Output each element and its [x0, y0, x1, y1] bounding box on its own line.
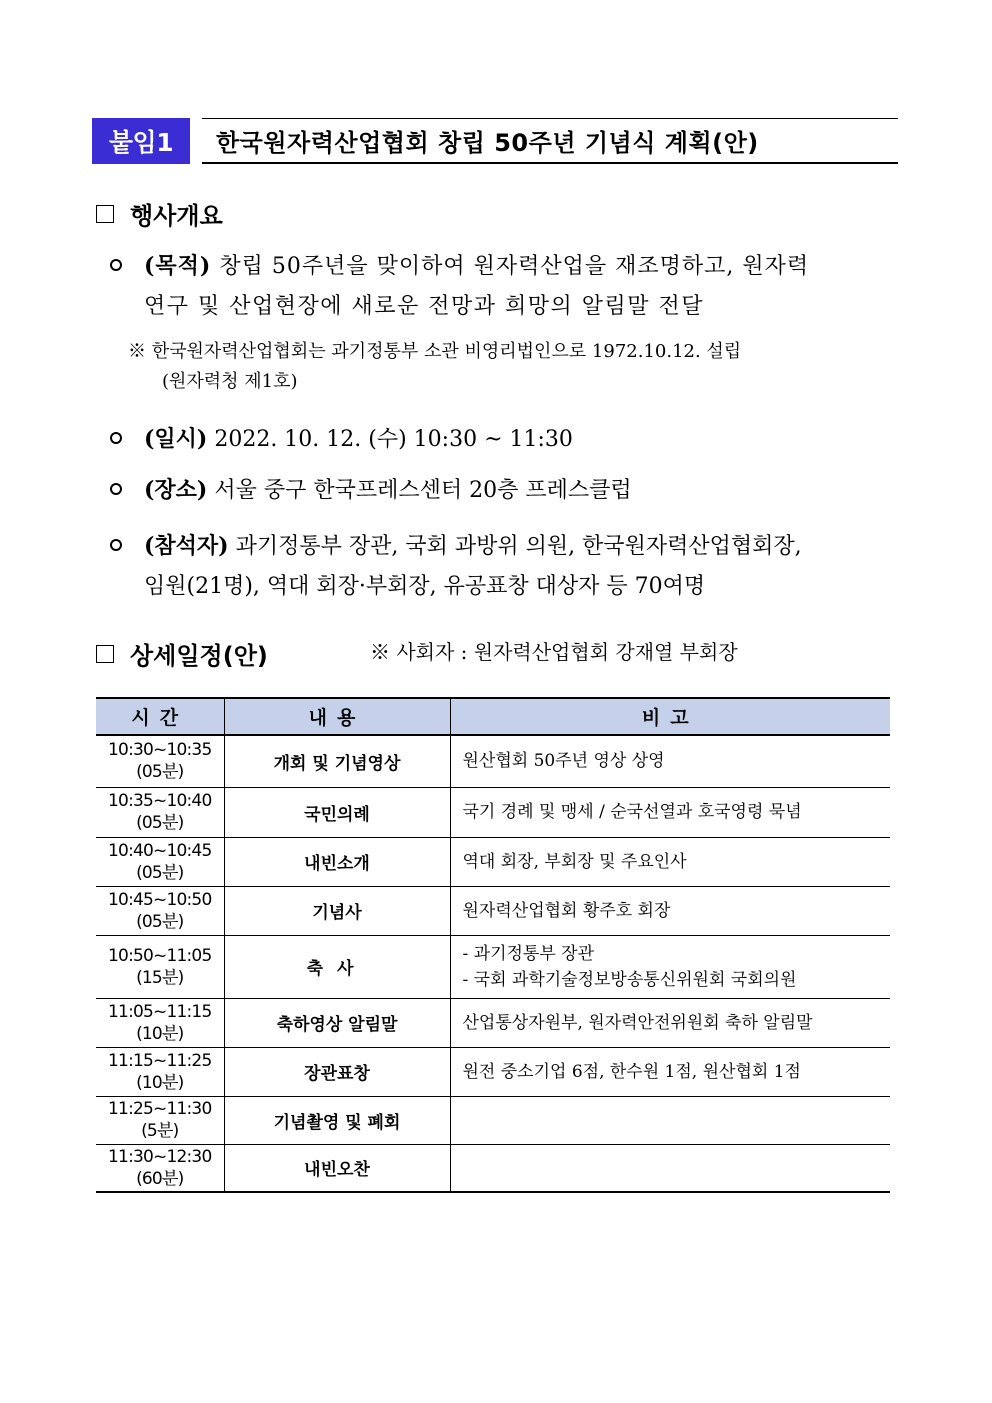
purpose-line1: 창립 50주년을 맞이하여 원자력산업을 재조명하고, 원자력 — [219, 254, 810, 279]
time-cell — [96, 998, 224, 1047]
circle-bullet-icon — [110, 539, 122, 551]
table-row — [96, 735, 890, 787]
note-cell — [450, 886, 890, 935]
note-line2: (원자력청 제1호) — [162, 371, 298, 392]
content-cell: 국민의례 — [224, 787, 450, 837]
note-line: - 과기정통부 장관 — [462, 943, 595, 964]
content-cell: 장관표창 — [224, 1047, 450, 1096]
content-cell: 내빈오찬 — [224, 1144, 450, 1192]
note-cell — [450, 935, 890, 998]
time-duration: (05분) — [136, 813, 184, 833]
purpose-item — [110, 246, 896, 327]
overview-heading — [96, 196, 223, 231]
overview-heading-text: 행사개요 — [130, 202, 223, 230]
table-row — [96, 1144, 890, 1192]
time-cell — [96, 837, 224, 886]
content-cell: 축사 — [224, 935, 450, 998]
note-line: 원전 중소기업 6점, 한수원 1점, 원산협회 1점 — [462, 1061, 801, 1082]
time-cell — [96, 1047, 224, 1096]
date-value: 2022. 10. 12. (수) 10:30 ~ 11:30 — [214, 427, 573, 452]
note-line1: ※ 한국원자력산업협회는 과기정통부 소관 비영리법인으로 1972.10.12. 설립 — [128, 341, 742, 362]
schedule-table — [96, 697, 890, 1193]
table-row — [96, 1047, 890, 1096]
attendees-item — [110, 526, 896, 607]
note-line: 국기 경례 및 맹세 / 순국선열과 호국영령 묵념 — [462, 802, 802, 822]
time-range: 10:40~10:45 — [108, 840, 212, 861]
time-range: 10:45~10:50 — [108, 889, 212, 910]
column-header-note: 비고 — [450, 698, 890, 735]
content-cell: 기념사 — [224, 886, 450, 935]
time-cell — [96, 886, 224, 935]
attendees-label: (참석자) — [144, 533, 229, 559]
circle-bullet-icon — [110, 432, 122, 444]
time-duration: (05분) — [136, 862, 184, 883]
note-cell — [450, 1096, 890, 1144]
time-range: 11:05~11:15 — [108, 1001, 212, 1022]
attendees-line1: 과기정통부 장관, 국회 과방위 의원, 한국원자력산업협회장, — [235, 534, 802, 559]
time-range: 11:15~11:25 — [108, 1050, 212, 1071]
time-duration: (5분) — [141, 1121, 179, 1141]
note-cell — [450, 998, 890, 1047]
time-range: 10:30~10:35 — [108, 740, 212, 761]
note-cell — [450, 787, 890, 837]
purpose-line2: 연구 및 산업현장에 새로운 전망과 희망의 알림말 전달 — [144, 294, 704, 319]
content-cell: 내빈소개 — [224, 837, 450, 886]
table-row — [96, 886, 890, 935]
time-cell — [96, 1144, 224, 1192]
circle-bullet-icon — [110, 483, 122, 495]
table-row — [96, 1096, 890, 1144]
time-cell — [96, 1096, 224, 1144]
place-value: 서울 중구 한국프레스센터 20층 프레스클럽 — [214, 478, 632, 503]
content-cell: 개회 및 기념영상 — [224, 735, 450, 787]
note-line: 산업통상자원부, 원자력안전위원회 축하 알림말 — [462, 1012, 813, 1033]
date-item — [110, 419, 896, 460]
note-line: 원자력산업협회 황주호 회장 — [462, 900, 671, 921]
document-title: 한국원자력산업협회 창립 50주년 기념식 계획(안) — [202, 118, 898, 164]
content-cell: 축하영상 알림말 — [224, 998, 450, 1047]
place-label: (장소) — [144, 477, 208, 503]
table-row — [96, 998, 890, 1047]
time-cell — [96, 935, 224, 998]
attendees-line2: 임원(21명), 역대 회장·부회장, 유공표창 대상자 등 70여명 — [144, 574, 706, 599]
table-row — [96, 787, 890, 837]
column-header-time: 시간 — [96, 698, 224, 735]
time-range: 10:50~11:05 — [108, 945, 212, 966]
mc-note: ※ 사회자 : 원자력산업협회 강재열 부회장 — [370, 640, 738, 664]
time-range: 11:25~11:30 — [108, 1099, 212, 1119]
checkbox-icon — [96, 645, 114, 663]
time-duration: (10분) — [136, 1072, 184, 1093]
table-header-row — [96, 698, 890, 735]
purpose-label: (목적) — [144, 253, 212, 279]
column-header-content: 내용 — [224, 698, 450, 735]
attachment-tag: 붙임1 — [92, 118, 190, 164]
time-duration: (15분) — [136, 967, 184, 988]
schedule-heading-text: 상세일정(안) — [130, 642, 268, 670]
note-cell — [450, 1047, 890, 1096]
table-row — [96, 837, 890, 886]
time-range: 10:35~10:40 — [108, 791, 212, 811]
note-cell — [450, 735, 890, 787]
schedule-heading — [96, 636, 268, 671]
document-header — [92, 118, 898, 166]
table-row — [96, 935, 890, 998]
time-duration: (60분) — [136, 1168, 184, 1189]
note-cell — [450, 837, 890, 886]
content-cell: 기념촬영 및 폐회 — [224, 1096, 450, 1144]
date-label: (일시) — [144, 426, 208, 452]
place-item — [110, 470, 896, 511]
time-duration: (05분) — [136, 911, 184, 932]
note-line: 역대 회장, 부회장 및 주요인사 — [462, 851, 687, 872]
time-cell — [96, 787, 224, 837]
time-cell — [96, 735, 224, 787]
note-line: - 국회 과학기술정보방송통신위원회 국회의원 — [462, 969, 797, 990]
time-duration: (05분) — [136, 762, 184, 783]
circle-bullet-icon — [110, 259, 122, 271]
note-line: 원산협회 50주년 영상 상영 — [462, 751, 665, 772]
note-cell — [450, 1144, 890, 1192]
time-duration: (10분) — [136, 1023, 184, 1044]
purpose-note — [128, 337, 896, 397]
checkbox-icon — [96, 205, 114, 223]
time-range: 11:30~12:30 — [108, 1146, 212, 1167]
